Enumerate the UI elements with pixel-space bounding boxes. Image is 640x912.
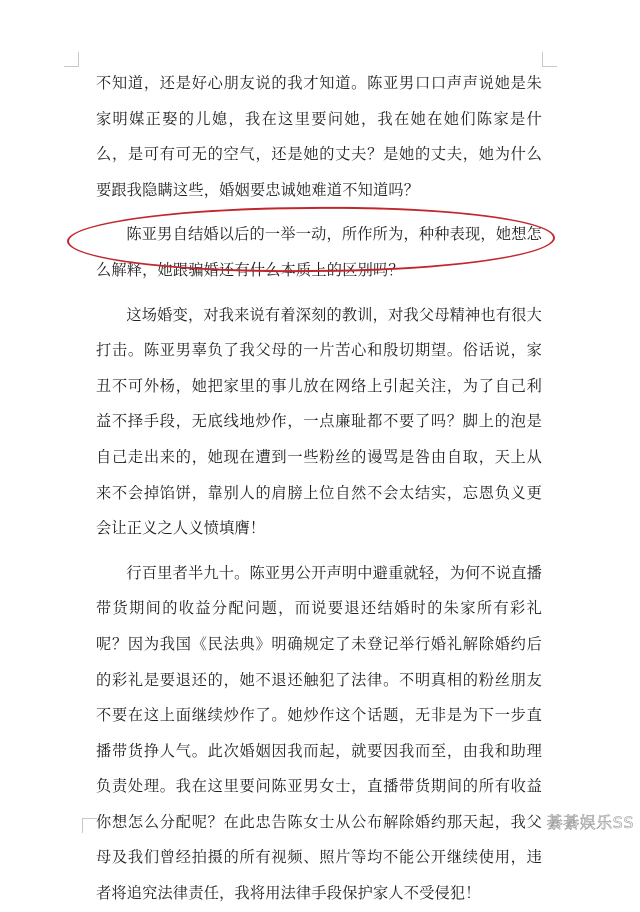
watermark: 綦綦娱乐SS: [546, 813, 634, 832]
document-body: [96, 66, 542, 912]
crop-mark-top-right: [542, 52, 557, 67]
paragraph-highlighted: 陈亚男自结婚以后的一举一动，所作所为，种种表现，她想怎么解释，她跟骗婚还有什么本质上的区别吗？: [96, 225, 542, 279]
paragraph-continuation: 不知道，还是好心朋友说的我才知道。陈亚男口口声声说她是朱家明媒正娶的儿媳，我在这里要问她，我在她在她们陈家是什么，是可有可无的空气，还是她的丈夫？是她的丈夫，她为什么要跟我隐瞒这些，婚姻要忠诚她难道不知道吗？: [96, 74, 542, 199]
paragraph-livestream-earnings: 行百里者半九十。陈亚男公开声明中避重就轻，为何不说直播带货期间的收益分配问题，而说要退还结婚时的朱家所有彩礼呢？因为我国《民法典》明确规定了未登记举行婚礼解除婚约后的彩礼是要退还的，她不退还触犯了法律。不明真相的粉丝朋友不要在这上面继续炒作了。她炒作这个话题，无非是为下一步直播带货挣人气。此次婚姻因我而起，就要因我而至，由我和助理负责处理。我在这里要问陈亚男女士，直播带货期间的所有收益你想怎么分配呢？在此忠告陈女士从公布解除婚约那天起，我父母及我们曾经拍摄的所有视频、照片等均不能公开继续使用，违者将追究法律责任，我将用法律手段保护家人不受侵犯！: [96, 563, 542, 903]
paragraph-marriage-lesson: 这场婚变，对我来说有着深刻的教训，对我父母精神也有很大打击。陈亚男辜负了我父母的一片苦心和殷切期望。俗话说，家丑不可外杨，她把家里的事儿放在网络上引起关注，为了自己利益不择手段，无底线地炒作，一点廉耻都不要了吗？脚上的泡是自己走出来的，她现在遭到一些粉丝的谩骂是咎由自取，天上从来不会掉馅饼，靠别人的肩膀上位自然不会太结实，忘恩负义更会让正义之人义愤填膺！: [96, 305, 542, 538]
crop-mark-top-left: [64, 52, 79, 67]
crop-mark-bottom-left: [82, 818, 97, 833]
